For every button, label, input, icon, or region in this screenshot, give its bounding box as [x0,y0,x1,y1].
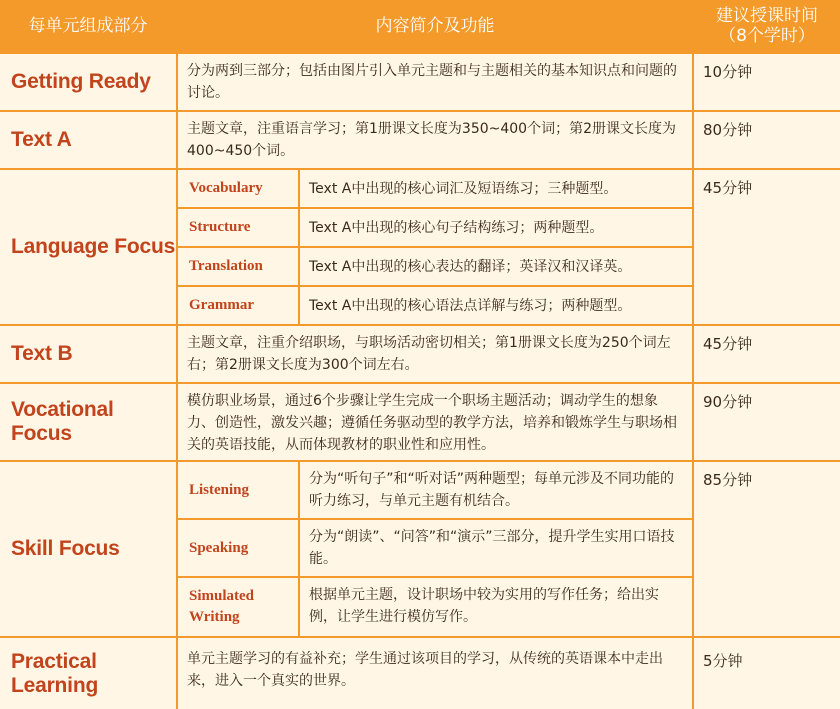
sf-listening-label: Listening [178,462,298,518]
lf-grammar-desc: Text A中出现的核心语法点详解与练习；两种题型。 [300,287,692,324]
sf-simulated-writing-desc: 根据单元主题，设计职场中较为实用的写作任务；给出实例，让学生进行模仿写作。 [300,578,692,636]
header-time-line1: 建议授课时间 [716,6,818,26]
getting-ready-time: 10分钟 [694,54,840,110]
text-a-time: 80分钟 [694,112,840,168]
lf-translation-label: Translation [178,248,298,285]
lf-structure-desc: Text A中出现的核心句子结构练习；两种题型。 [300,209,692,246]
lf-vocabulary-desc: Text A中出现的核心词汇及短语练习；三种题型。 [300,170,692,207]
section-getting-ready: Getting Ready [0,54,176,110]
header-component: 每单元组成部分 [28,16,148,36]
section-practical-learning: Practical Learning [0,638,176,709]
lf-vocabulary-label: Vocabulary [178,170,298,207]
header-time [694,0,840,52]
section-vocational-focus: Vocational Focus [0,384,176,460]
header-time-line2: （8个学时） [719,26,815,46]
text-b-time: 45分钟 [694,326,840,382]
section-skill-focus: Skill Focus [0,462,176,636]
getting-ready-desc: 分为两到三部分；包括由图片引入单元主题和与主题相关的基本知识点和问题的讨论。 [178,54,692,110]
vocational-focus-time: 90分钟 [694,384,840,460]
language-focus-time: 45分钟 [694,170,840,324]
section-text-a: Text A [0,112,176,168]
practical-learning-time: 5分钟 [694,638,840,709]
skill-focus-time: 85分钟 [694,462,840,636]
lf-grammar-label: Grammar [178,287,298,324]
sf-simulated-writing-label: Simulated Writing [178,578,298,636]
sf-speaking-label: Speaking [178,520,298,576]
section-language-focus: Language Focus [0,170,176,324]
lf-structure-label: Structure [178,209,298,246]
vocational-focus-desc: 模仿职业场景，通过6个步骤让学生完成一个职场主题活动；调动学生的想象力、创造性，激发兴趣；遵循任务驱动型的教学方法，培养和锻炼学生与职场相关的英语技能，从而体现教材的职业性和应用性。 [178,384,692,460]
text-b-desc: 主题文章，注重介绍职场，与职场活动密切相关；第1册课文长度为250个词左右；第2册课文长度为300个词左右。 [178,326,692,382]
sf-listening-desc: 分为“听句子”和“听对话”两种题型；每单元涉及不同功能的听力练习，与单元主题有机结合。 [300,462,692,518]
practical-learning-desc: 单元主题学习的有益补充；学生通过该项目的学习，从传统的英语课本中走出来，进入一个真实的世界。 [178,638,692,709]
text-a-desc: 主题文章，注重语言学习；第1册课文长度为350~400个词；第2册课文长度为400~450个词。 [178,112,692,168]
section-text-b: Text B [0,326,176,382]
lf-translation-desc: Text A中出现的核心表达的翻译；英译汉和汉译英。 [300,248,692,285]
header-content: 内容简介及功能 [375,16,495,36]
sf-speaking-desc: 分为“朗读”、“问答”和“演示”三部分，提升学生实用口语技能。 [300,520,692,576]
